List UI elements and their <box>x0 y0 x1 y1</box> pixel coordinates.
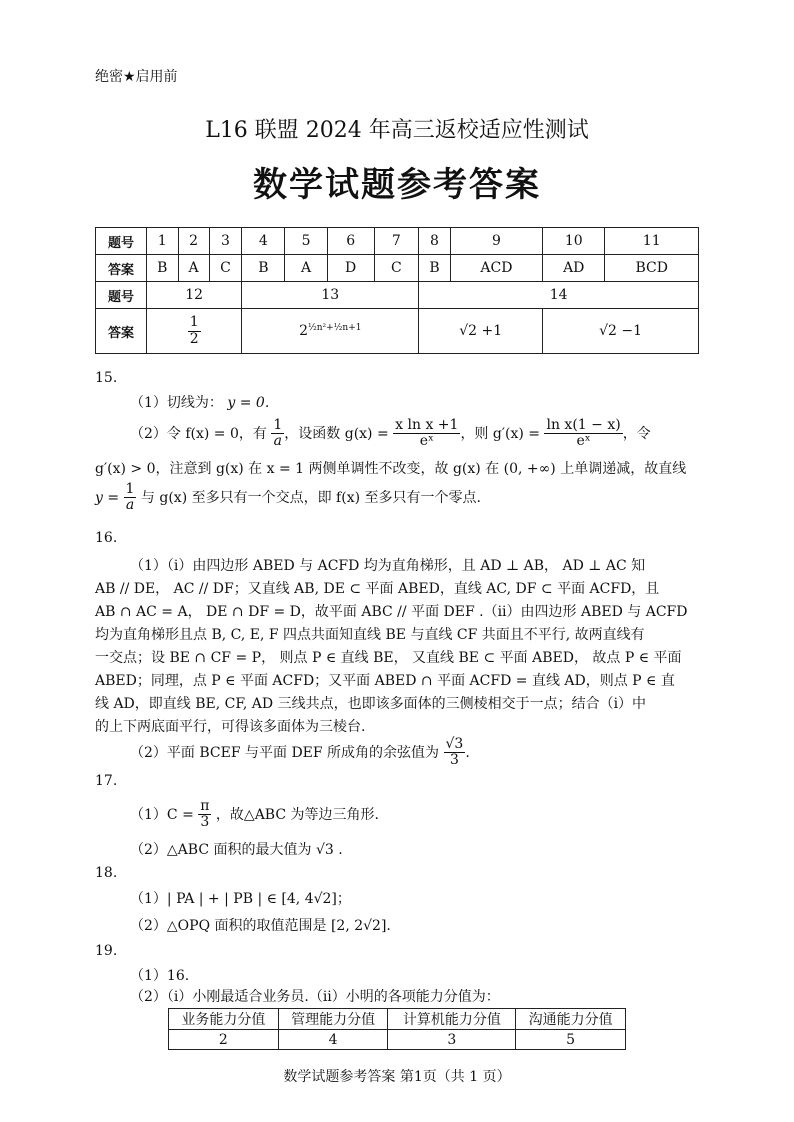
q16-line: 均为直角梯形且点 B, C, E, F 四点共面知直线 BE 与直线 CF 共面且不平行, 故两直线有 <box>95 627 645 643</box>
question-number: 16. <box>95 530 118 546</box>
q-cell: 14 <box>419 282 699 309</box>
q17-part2: （2）△ABC 面积的最大值为 √3 . <box>130 842 343 858</box>
q-cell: 6 <box>327 228 374 255</box>
a-cell: B <box>242 255 285 282</box>
fraction: $\frac{1}{a}$ <box>273 417 283 450</box>
page-title: 数学试题参考答案 <box>253 165 541 205</box>
a-cell: A <box>285 255 327 282</box>
question-number: 17. <box>95 773 118 789</box>
q15-part1: （1）切线为： y = 0. <box>130 395 270 411</box>
ability-header: 管理能力分值 <box>278 1009 388 1030</box>
answer-table <box>95 227 699 354</box>
q16-line: ABED；同理，点 P ∈ 平面 ACFD；又平面 ABED ∩ 平面 ACFD = 直线 AD，则点 P ∈ 直 <box>95 673 675 689</box>
a-cell: AD <box>543 255 605 282</box>
q-cell: 2 <box>178 228 209 255</box>
q-cell: 11 <box>605 228 699 255</box>
question-number: 18. <box>95 865 118 881</box>
ability-value: 3 <box>388 1030 516 1050</box>
a-cell: B <box>419 255 451 282</box>
table-header-a: 答案 <box>96 255 147 282</box>
q-cell: 5 <box>285 228 327 255</box>
answer-13 <box>242 309 419 354</box>
fraction: $\frac{√3}{3}$ <box>445 736 464 769</box>
ability-header: 业务能力分值 <box>169 1009 279 1030</box>
a-cell: C <box>374 255 419 282</box>
a-cell: BCD <box>605 255 699 282</box>
q-cell: 8 <box>419 228 451 255</box>
ability-header: 计算机能力分值 <box>388 1009 516 1030</box>
ability-header: 沟通能力分值 <box>516 1009 626 1030</box>
ability-table <box>168 1008 626 1050</box>
q18-part2: （2）△OPQ 面积的取值范围是 [2, 2√2]. <box>130 918 391 934</box>
q16-line: 的上下两底面平行，可得该多面体为三棱台. <box>95 719 366 735</box>
fraction: $\frac{\text{ln x(1 − x)}}{\text{eˣ}}$ <box>546 417 621 450</box>
q19-part2: （2）（i）小刚最适合业务员.（ii）小明的各项能力分值为： <box>130 989 500 1005</box>
ability-value: 2 <box>169 1030 279 1050</box>
confidential-mark: 绝密★启用前 <box>95 69 178 85</box>
fraction: $\frac{1}{2}$ <box>189 314 199 347</box>
q15-line2: g′(x) > 0，注意到 g(x) 在 x = 1 两侧单调性不改变，故 g(x) 在 (0, +∞) 上单调递减，故直线 <box>95 461 687 477</box>
power-exponent: ½n²+½n+1 <box>308 323 362 333</box>
question-number: 15. <box>95 370 118 386</box>
q-cell: 9 <box>450 228 542 255</box>
power-base: 2 <box>299 323 308 339</box>
a-cell: B <box>147 255 179 282</box>
q16-line: AB ∩ AC = A， DE ∩ DF = D，故平面 ABC // 平面 DEF .（ii）由四边形 ABED 与 ACFD <box>95 604 688 620</box>
q16-line: AB // DE， AC // DF；又直线 AB, DE ⊂ 平面 ABED，直线 AC, DF ⊂ 平面 ACFD，且 <box>95 581 660 597</box>
q-cell: 3 <box>209 228 242 255</box>
fraction: $\frac{\pi}{3}$ <box>200 798 210 831</box>
ability-value: 4 <box>278 1030 388 1050</box>
answer-14b: √2 −1 <box>543 309 699 354</box>
page-footer: 数学试题参考答案 第1页（共 1 页） <box>283 1069 511 1085</box>
q16-part2: （2）平面 BCEF 与平面 DEF 所成角的余弦值为 $\frac{√3}{3}$ . <box>130 736 470 769</box>
q16-line: 一交点；设 BE ∩ CF = P， 则点 P ∈ 直线 BE， 又直线 BE ⊂ 平面 ABED， 故点 P ∈ 平面 <box>95 650 682 666</box>
q-cell: 4 <box>242 228 285 255</box>
q-cell: 10 <box>543 228 605 255</box>
a-cell: A <box>178 255 209 282</box>
q-cell: 12 <box>147 282 242 309</box>
a-cell: ACD <box>450 255 542 282</box>
table-header-q: 题号 <box>96 282 147 309</box>
table-header-q: 题号 <box>96 228 147 255</box>
question-number: 19. <box>95 943 118 959</box>
ability-value: 5 <box>516 1030 626 1050</box>
q18-part1: （1）| PA | + | PB | ∈ [4, 4√2]； <box>130 891 351 907</box>
a-cell: D <box>327 255 374 282</box>
q15-part2: （2）令 f(x) = 0，有 $\frac{1}{a}$ ，设函数 g(x) = $\frac{\text{x ln x +1}}{\text{eˣ}}$ ，则 g′(x) = $\frac{\text{ln x(1 − x)}}{\text{eˣ}}$ ，令 <box>130 417 651 450</box>
q17-part1: （1）C = $\frac{\pi}{3}$ ，故△ABC 为等边三角形. <box>130 798 379 831</box>
fraction: $\frac{\text{x ln x +1}}{\text{eˣ}}$ <box>395 417 459 450</box>
fraction: $\frac{1}{a}$ <box>125 481 135 514</box>
table-header-a: 答案 <box>96 309 147 354</box>
q16-line: （1）（i）由四边形 ABED 与 ACFD 均为直角梯形，且 AD ⊥ AB， AD ⊥ AC 知 <box>130 558 646 574</box>
answer-14a: √2 +1 <box>419 309 543 354</box>
q-cell: 7 <box>374 228 419 255</box>
q16-line: 线 AD，即直线 BE, CF, AD 三线共点，也即该多面体的三侧棱相交于一点；结合（i）中 <box>95 696 647 712</box>
q-cell: 1 <box>147 228 179 255</box>
exam-subtitle: L16 联盟 2024 年高三返校适应性测试 <box>205 118 589 143</box>
q19-part1: （1）16. <box>130 968 190 984</box>
answer-12 <box>147 309 242 354</box>
a-cell: C <box>209 255 242 282</box>
q15-line3: y = $\frac{1}{a}$ 与 g(x) 至多只有一个交点，即 f(x) 至多只有一个零点. <box>95 481 481 514</box>
q-cell: 13 <box>242 282 419 309</box>
